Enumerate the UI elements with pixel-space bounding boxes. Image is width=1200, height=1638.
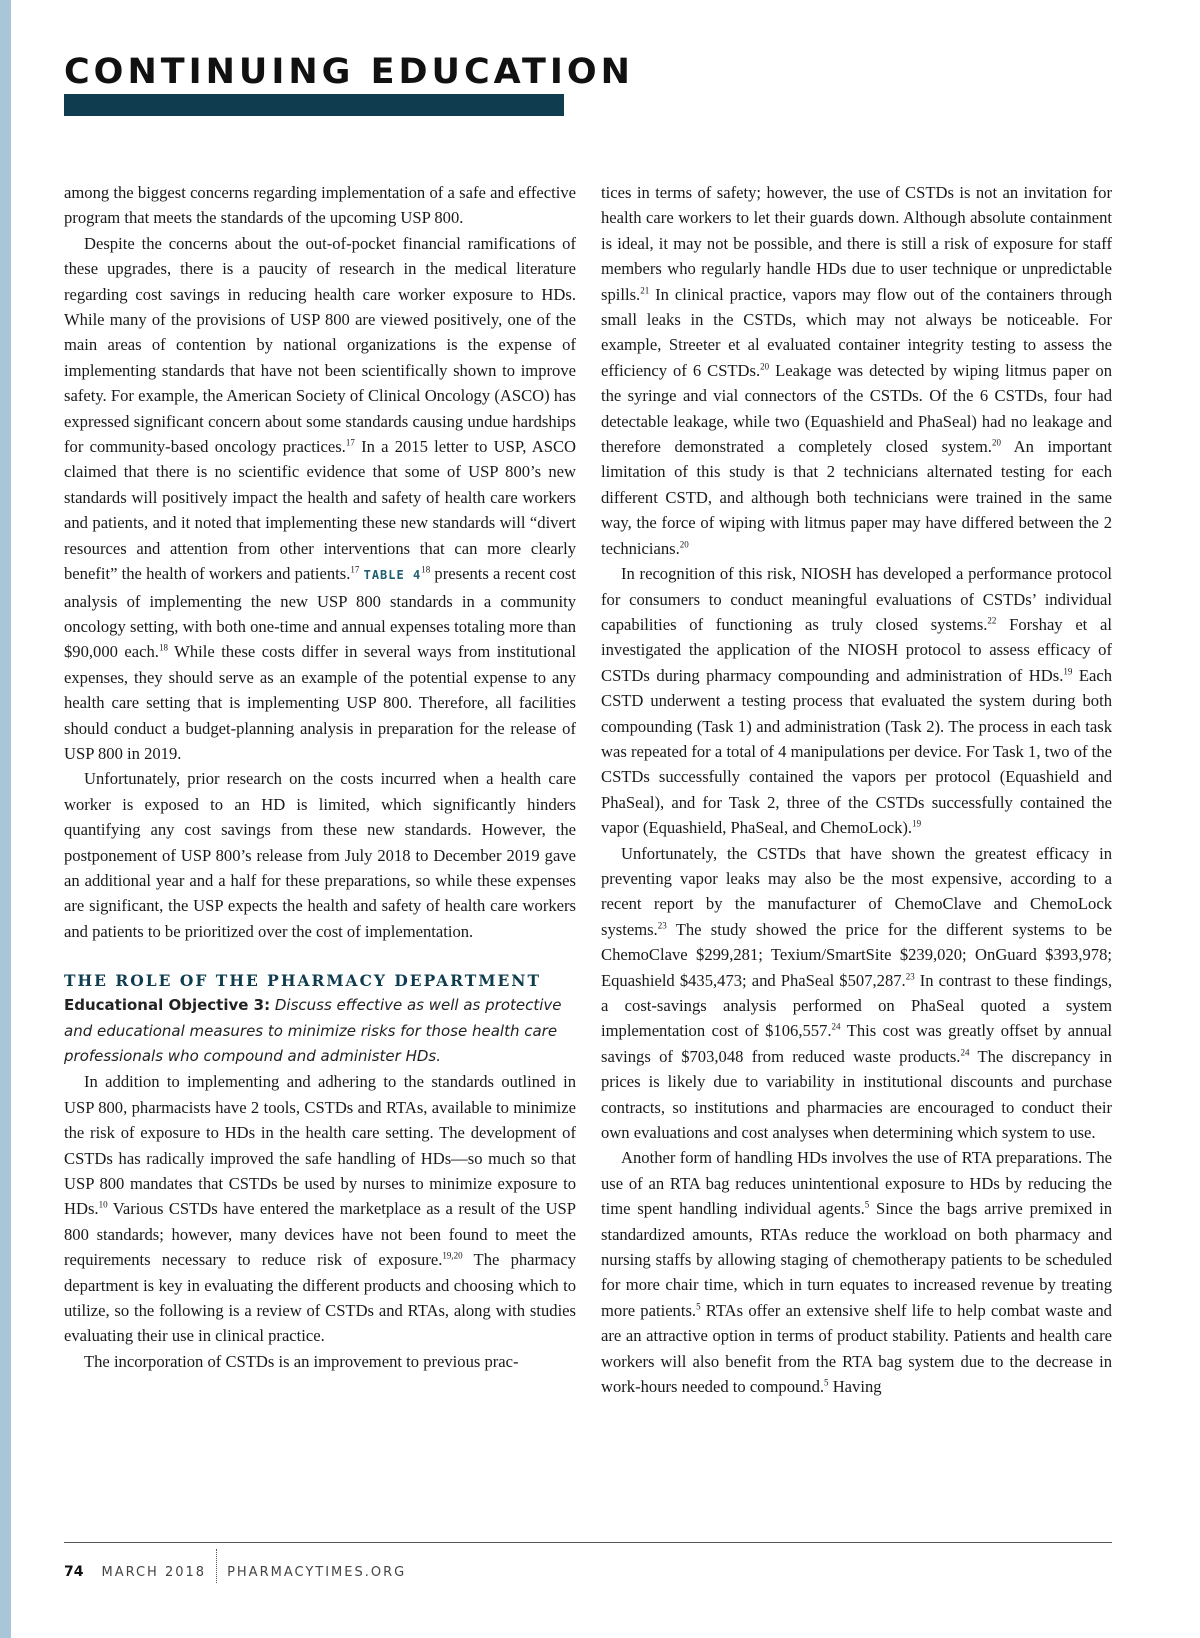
paragraph: Another form of handling HDs involves the use of RTA preparations. The use of an RTA bag reduces unintentional exposure to HDs by reducing the time spent handling individual agents.$^5$ Since the bags arrive premixed in standardized amounts, RTAs reduce the workload on both pharmacy and nursing staffs by allowing staging of chemotherapy patients to be scheduled for more chair time, which in turn equates to increased revenue by treating more patients.$^5$ RTAs offer an extensive shelf life to help combat waste and are an attractive option in terms of product stability. Patients and health care workers will also benefit from the RTA bag system due to the decrease in work-hours needed to compound.$^5$ Having xyxy=(601,1148,1112,1397)
citation: 5 xyxy=(824,1377,829,1388)
citation: 19,20 xyxy=(442,1250,463,1261)
paragraph: In recognition of this risk, NIOSH has developed a performance protocol for consumers to conduct meaningful evaluations of CSTDs’ individual capabilities of functioning as truly closed systems.$^{22}$ Forshay et al investigated the application of the NIOSH protocol to assess efficacy of CSTDs during pharmacy compounding and administration of HDs.$^{19}$ Each CSTD underwent a testing process that evaluated the system during both compounding (Task 1) and administration (Task 2). The process in each task was repeated for a total of 4 manipulations per device. For Task 1, two of the CSTDs successfully contained the vapors per protocol (Equashield and PhaSeal), and for Task 2, three of the CSTDs successfully contained the vapor (Equashield, PhaSeal, and ChemoLock).$^{19}$ xyxy=(601,564,1112,838)
citation: 5 xyxy=(864,1199,870,1210)
objective-text: Discuss effective as well as protective and educational measures to minimize risks for those health care professionals who compound and administer HDs. xyxy=(64,996,562,1065)
citation: 20 xyxy=(679,539,689,550)
page-footer xyxy=(64,1560,406,1584)
section-heading: THE ROLE OF THE PHARMACY DEPARTMENT xyxy=(64,971,541,991)
citation: 24 xyxy=(831,1021,841,1032)
paragraph: Despite the concerns about the out-of-pocket financial ramifications of these upgrades, there is a paucity of research in the medical literature regarding cost savings in reducing health care worker exposure to HDs. While many of the provisions of USP 800 are viewed positively, one of the main areas of contention by national organizations is the expense of implementing standards that have not been scientifically shown to improve safety. For example, the American Society of Clinical Oncology (ASCO) has expressed significant concern about some standards causing undue hardships for community-based oncology practices.$^{17}$ In a 2015 letter to USP, ASCO claimed that there is no scientific evidence that some of USP 800’s new standards will positively impact the health and safety of health care workers and patients, and it noted that implementing these new standards will “divert resources and attention from other interventions that can more clearly benefit” the health of workers and patients.$^{17}$ TABLE $4^{18}$ presents a recent cost analysis of implementing the new USP 800 standards in a community oncology setting, with both one-time and annual expenses totaling more than $90,000 each.$^{18}$ While these costs differ in several ways from institutional expenses, they should serve as an example of the potential expense to any health care setting that is implementing USP 800. Therefore, all facilities should conduct a budget-planning analysis in preparation for the release of USP 800 in 2019. xyxy=(64,233,577,763)
citation: 17 xyxy=(350,564,360,575)
citation: 23 xyxy=(657,920,667,931)
side-stripe xyxy=(0,0,11,1638)
paragraph: Unfortunately, prior research on the costs incurred when a health care worker is exposed to an HD is limited, which significantly hinders quantifying any cost savings from these new standards. However, the postponement of USP 800’s release from July 2018 to December 2019 gave an additional year and a half for these preparations, so while these expenses are significant, the USP expects the health and safety of health care workers and patients to be prioritized over the cost of implementation. xyxy=(64,769,576,941)
site-name: PHARMACYTIMES.ORG xyxy=(227,1564,407,1580)
issue-date: MARCH 2018 xyxy=(101,1564,207,1580)
footer-divider xyxy=(216,1549,217,1583)
citation: 19 xyxy=(912,818,922,829)
paragraph: In addition to implementing and adhering to the standards outlined in USP 800, pharmacists have 2 tools, CSTDs and RTAs, available to minimize the risk of exposure to HDs in the health care setting. The development of CSTDs has radically improved the safe handling of HDs—so much so that USP 800 mandates that CSTDs be used by nurses to minimize exposure to HDs.$^{10}$ Various CSTDs have entered the marketplace as a result of the USP 800 standards; however, many devices have not been found to meet the requirements necessary to reduce risk of exposure.$^{19,20}$ The pharmacy department is key in evaluating the different products and choosing which to utilize, so the following is a review of CSTDs and RTAs, along with studies evaluating their use in clinical practice. xyxy=(64,1072,576,1346)
citation: 20 xyxy=(760,361,770,372)
citation: 20 xyxy=(991,437,1001,448)
citation: 18 xyxy=(421,564,431,575)
table-reference: TABLE 4 xyxy=(363,568,422,583)
paragraph: among the biggest concerns regarding implementation of a safe and effective program that meets the standards of the upcoming USP 800. xyxy=(64,183,576,228)
section-header: CONTINUING EDUCATION xyxy=(64,52,634,92)
citation: 19 xyxy=(1063,666,1073,677)
citation: 23 xyxy=(905,971,915,982)
objective-label: Educational Objective 3: xyxy=(64,996,271,1015)
footer-rule xyxy=(64,1542,1112,1543)
paragraph: The incorporation of CSTDs is an improvement to previous prac- xyxy=(84,1351,519,1371)
citation: 21 xyxy=(640,285,650,296)
right-column xyxy=(601,180,1112,1400)
citation: 10 xyxy=(98,1199,108,1210)
paragraph: Unfortunately, the CSTDs that have shown the greatest efficacy in preventing vapor leaks may also be the most expensive, according to a recent report by the manufacturer of ChemoClave and ChemoLock systems.$^{23}$ The study showed the price for the different systems to be ChemoClave $299,281; Texium/SmartSite $239,020; OnGuard $393,978; Equashield $435,473; and PhaSeal $507,287.23 In contrast to these findings, a cost-savings analysis performed on PhaSeal quoted a system implementation cost of $106,557.24 This cost was greatly offset by annual savings of $703,048 from reduced waste products.$^{24}$ The discrepancy in prices is likely due to variability in institutional discounts and purchase contracts, so institutions and pharmacies are encouraged to conduct their own evaluations and cost analyses when determining which system to use. xyxy=(601,843,1112,1143)
citation: 22 xyxy=(987,615,997,626)
citation: 17 xyxy=(345,437,355,448)
citation: 18 xyxy=(158,642,168,653)
page-number: 74 xyxy=(64,1564,84,1580)
educational-objective xyxy=(64,993,576,1069)
left-column xyxy=(64,180,576,1374)
header-bar xyxy=(64,94,564,116)
citation: 5 xyxy=(696,1301,701,1312)
citation: 24 xyxy=(960,1047,970,1058)
paragraph: tices in terms of safety; however, the use of CSTDs is not an invitation for health care workers to let their guards down. Although absolute containment is ideal, it may not be possible, and there is still a risk of exposure for staff members who regularly handle HDs due to user technique or unpredictable spills.$^{21}$ In clinical practice, vapors may flow out of the containers through small leaks in the CSTDs, which may not always be noticeable. For example, Streeter et al evaluated container integrity testing to assess the efficiency of 6 CSTDs.$^{20}$ Leakage was detected by wiping litmus paper on the syringe and vial connectors of the CSTDs. Of the 6 CSTDs, four had detectable leakage, while two (Equashield and PhaSeal) had no leakage and therefore demonstrated a completely closed system.$^{20}$ An important limitation of this study is that 2 technicians alternated testing for each different CSTD, and although both technicians were trained in the same way, the force of wiping with litmus paper may have differed between the 2 technicians.$^{20}$ xyxy=(601,183,1112,558)
